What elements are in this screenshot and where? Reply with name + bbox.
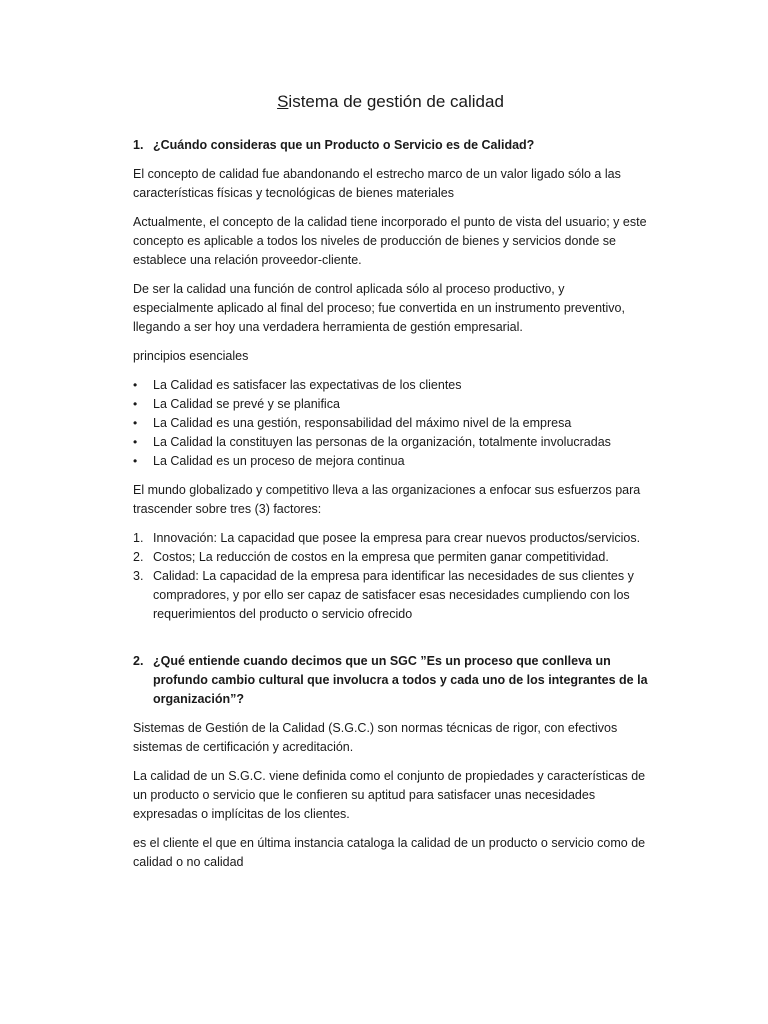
title-first-letter: S bbox=[277, 92, 289, 111]
paragraph-mundo-globalizado: El mundo globalizado y competitivo lleva a las organizaciones a enfocar sus esfuerzos para trascender sobre tres (3) factores: bbox=[133, 483, 641, 516]
paragraph-cliente: es el cliente el que en última instancia cataloga la calidad de un producto o servicio como de calidad o no calidad bbox=[133, 836, 646, 869]
question-1-number: 1. bbox=[133, 138, 144, 152]
list-item-text: La Calidad es satisfacer las expectativas de los clientes bbox=[153, 378, 462, 392]
question-1-text: ¿Cuándo consideras que un Producto o Servicio es de Calidad? bbox=[153, 138, 535, 152]
bullet-icon: • bbox=[133, 378, 138, 392]
paragraph-concepto: El concepto de calidad fue abandonando el estrecho marco de un valor ligado sólo a las características físicas y tecnológicas de bienes materiales bbox=[133, 167, 621, 200]
paragraph-calidad-sgc: La calidad de un S.G.C. viene definida como el conjunto de propiedades y características de un producto o servicio que le confieren su aptitud para satisfacer unas necesidades expresadas o implícitas de los clientes. bbox=[133, 769, 646, 821]
list-item-number: 2. bbox=[133, 550, 144, 564]
document-body bbox=[133, 90, 648, 882]
list-item bbox=[133, 529, 648, 548]
spacer bbox=[133, 634, 648, 652]
list-item-text: Innovación: La capacidad que posee la empresa para crear nuevos productos/servicios. bbox=[153, 531, 641, 545]
list-item-text: La Calidad es una gestión, responsabilidad del máximo nivel de la empresa bbox=[153, 416, 572, 430]
principios-label: principios esenciales bbox=[133, 349, 249, 363]
list-item-number: 1. bbox=[133, 531, 144, 545]
bullet-icon: • bbox=[133, 435, 138, 449]
list-item-number: 3. bbox=[133, 569, 144, 583]
paragraph-sgc-definicion: Sistemas de Gestión de la Calidad (S.G.C.) son normas técnicas de rigor, con efectivos sistemas de certificación y acreditación. bbox=[133, 721, 618, 754]
paragraph-funcion-control: De ser la calidad una función de control aplicada sólo al proceso productivo, y especialmente aplicado al final del proceso; fue convertida en un instrumento preventivo, llegando a ser hoy una verdadera herramienta de gestión empresarial. bbox=[133, 282, 625, 334]
document-title bbox=[133, 90, 648, 114]
list-item-text: La Calidad la constituyen las personas de la organización, totalmente involucradas bbox=[153, 435, 611, 449]
list-item bbox=[133, 433, 648, 452]
paragraph-actualmente: Actualmente, el concepto de la calidad tiene incorporado el punto de vista del usuario; y este concepto es aplicable a todos los niveles de producción de bienes y servicios donde se establece una relación proveedor-cliente. bbox=[133, 215, 647, 267]
factors-list bbox=[133, 529, 648, 624]
question-2-text: ¿Qué entiende cuando decimos que un SGC ”Es un proceso que conlleva un profundo cambio cultural que involucra a todos y cada uno de los integrantes de la organización”? bbox=[153, 654, 648, 706]
question-2 bbox=[133, 652, 648, 709]
list-item-text: La Calidad se prevé y se planifica bbox=[153, 397, 340, 411]
list-item-text: La Calidad es un proceso de mejora continua bbox=[153, 454, 405, 468]
question-1 bbox=[133, 136, 648, 155]
bullet-icon: • bbox=[133, 397, 138, 411]
list-item bbox=[133, 395, 648, 414]
bullet-icon: • bbox=[133, 416, 138, 430]
principles-list bbox=[133, 376, 648, 471]
list-item bbox=[133, 548, 648, 567]
list-item bbox=[133, 376, 648, 395]
list-item bbox=[133, 414, 648, 433]
list-item bbox=[133, 452, 648, 471]
list-item-text: Costos; La reducción de costos en la empresa que permiten ganar competitividad. bbox=[153, 550, 609, 564]
list-item bbox=[133, 567, 648, 624]
bullet-icon: • bbox=[133, 454, 138, 468]
question-2-number: 2. bbox=[133, 654, 144, 668]
title-rest: istema de gestión de calidad bbox=[288, 92, 504, 111]
list-item-text: Calidad: La capacidad de la empresa para identificar las necesidades de sus clientes y compradores, y por ello ser capaz de satisfacer esas necesidades cumpliendo con los requerimientos del producto o servicio ofrecido bbox=[153, 569, 634, 621]
